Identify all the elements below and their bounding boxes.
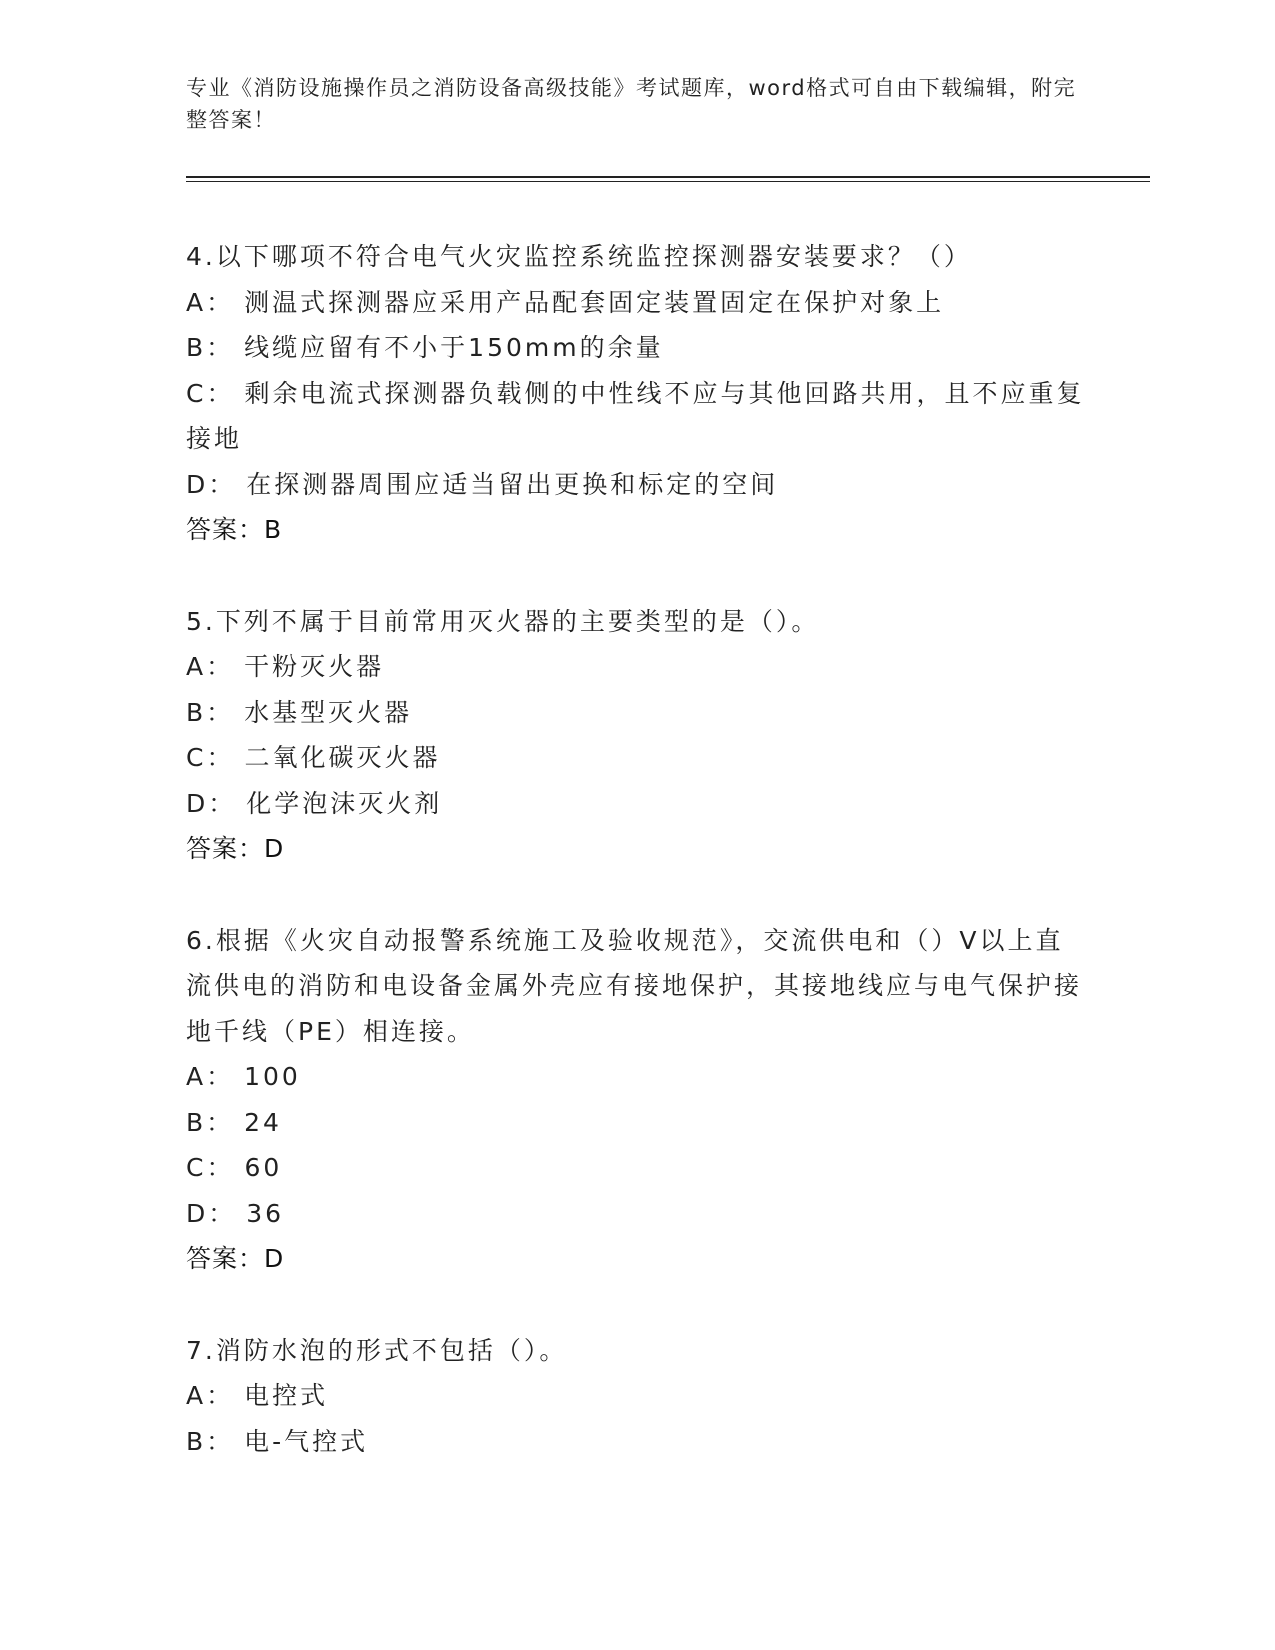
option-key: D： [186, 788, 237, 818]
question-5 [186, 599, 1086, 872]
option-key: B： [186, 1426, 235, 1456]
option-text: 线缆应留有不小于150mm的余量 [244, 333, 664, 362]
question-6 [186, 918, 1086, 1282]
option-key: D： [186, 469, 237, 499]
option-text: 测温式探测器应采用产品配套固定装置固定在保护对象上 [244, 287, 945, 317]
option-d [186, 781, 1086, 827]
option-key: D： [186, 1198, 237, 1228]
header-text: 专业《消防设施操作员之消防设备高级技能》考试题库，word格式可自由下载编辑，附完整答案！ [186, 76, 1077, 132]
document-header [186, 72, 1086, 136]
header-divider-thin [186, 181, 1150, 182]
option-b [186, 1419, 1086, 1465]
option-a [186, 1373, 1086, 1419]
option-key: B： [186, 333, 235, 362]
option-a [186, 644, 1086, 690]
option-key: A： [186, 1062, 235, 1091]
option-text: 电控式 [244, 1381, 329, 1410]
option-key: B： [186, 697, 235, 727]
question-stem: 5.下列不属于目前常用灭火器的主要类型的是（）。 [186, 606, 820, 636]
question-stem: 4.以下哪项不符合电气火灾监控系统监控探测器安装要求？（） [186, 242, 972, 271]
option-key: B： [186, 1107, 235, 1137]
option-b [186, 690, 1086, 736]
option-text: 干粉灭火器 [244, 652, 385, 681]
option-key: A： [186, 652, 235, 681]
option-key: A： [186, 287, 235, 317]
answer-label: 答案：B [186, 515, 283, 544]
option-key: C： [186, 378, 235, 408]
option-text: 24 [244, 1107, 282, 1137]
option-c [186, 1145, 1086, 1191]
option-a [186, 1054, 1086, 1100]
question-list [186, 234, 1086, 1510]
option-text: 100 [244, 1062, 301, 1091]
option-text: 60 [244, 1153, 283, 1182]
option-d [186, 462, 1086, 508]
question-4 [186, 234, 1086, 553]
option-c [186, 735, 1086, 781]
option-key: A： [186, 1381, 235, 1410]
answer-label: 答案：D [186, 1244, 285, 1273]
option-key: C： [186, 743, 235, 772]
question-stem: 6.根据《火灾自动报警系统施工及验收规范》，交流供电和（）V以上直流供电的消防和电设备金属外壳应有接地保护，其接地线应与电气保护接地千线（PE）相连接。 [186, 925, 1083, 1046]
option-c [186, 371, 1086, 462]
question-stem: 7.消防水泡的形式不包括（）。 [186, 1335, 568, 1365]
option-text: 36 [246, 1198, 285, 1228]
option-text: 化学泡沫灭火剂 [246, 788, 443, 818]
option-text: 电-气控式 [244, 1426, 369, 1456]
option-d [186, 1191, 1086, 1237]
answer-label: 答案：D [186, 834, 285, 863]
option-text: 剩余电流式探测器负载侧的中性线不应与其他回路共用，且不应重复接地 [186, 378, 1085, 453]
question-7 [186, 1328, 1086, 1465]
option-key: C： [186, 1153, 235, 1182]
option-text: 在探测器周围应适当留出更换和标定的空间 [246, 469, 779, 499]
option-b [186, 325, 1086, 371]
option-text: 二氧化碳灭火器 [244, 743, 441, 772]
header-divider-thick [186, 176, 1150, 178]
option-text: 水基型灭火器 [244, 697, 413, 727]
option-a [186, 280, 1086, 326]
option-b [186, 1100, 1086, 1146]
